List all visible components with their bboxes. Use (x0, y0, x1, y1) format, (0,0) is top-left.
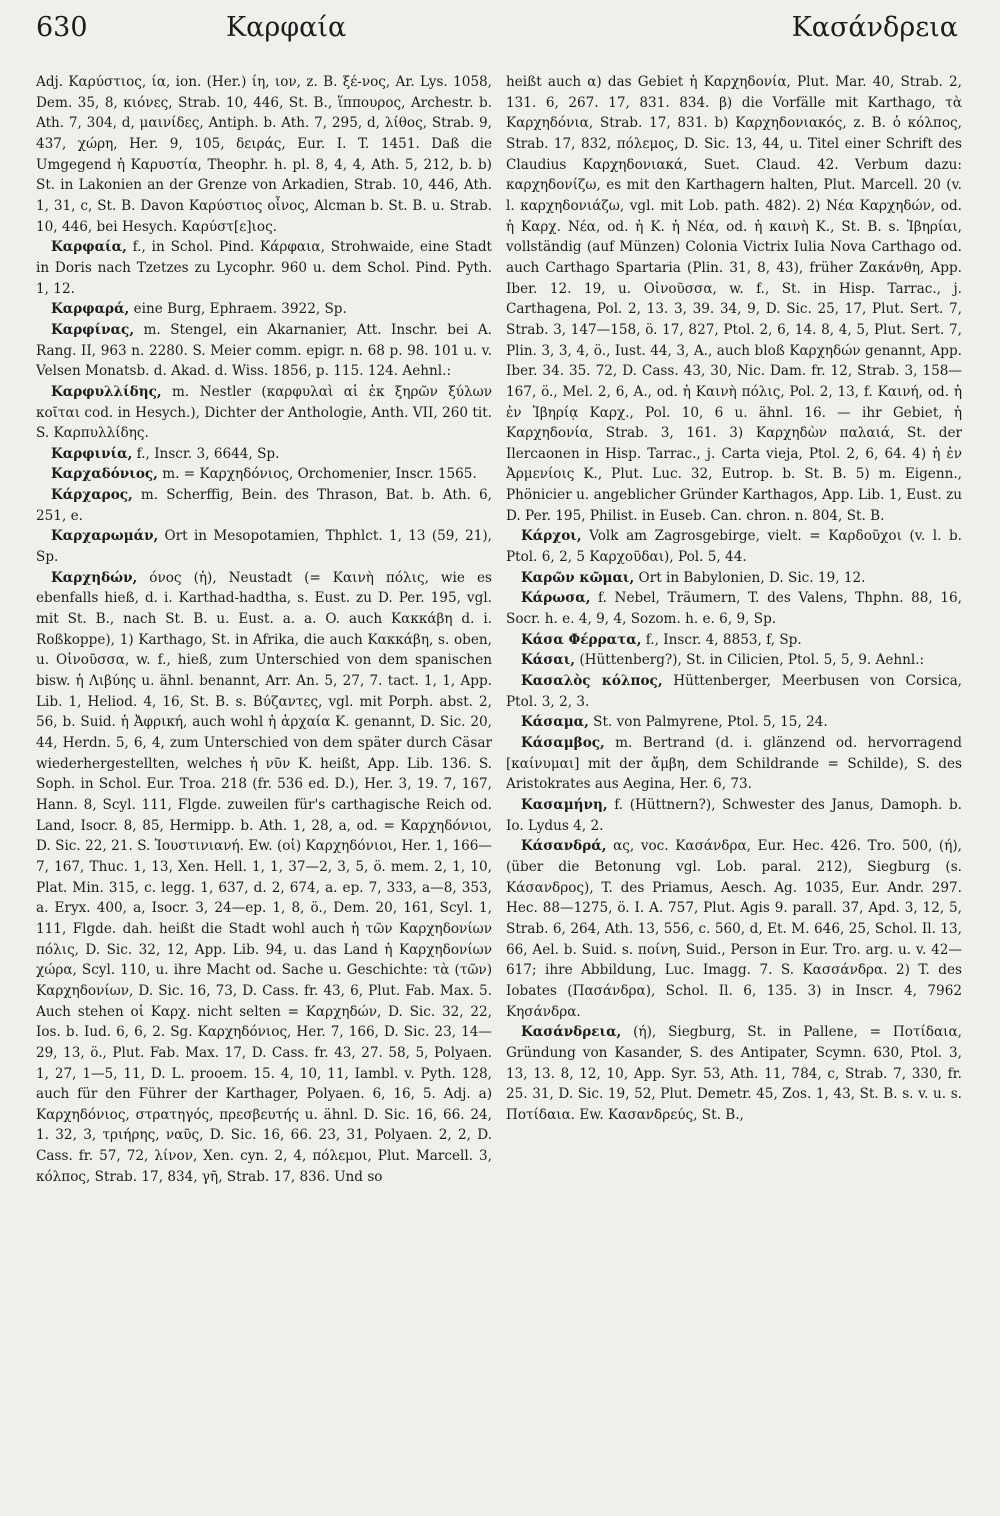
entry-headword: Καρχηδών, (50, 569, 138, 586)
entry-text: f., Inscr. 3, 6644, Sp. (132, 445, 280, 462)
dictionary-entry (36, 299, 492, 320)
entry-text: (ή), Siegburg, St. in Pallene, = Ποτίδαια, Gründung von Kasander, S. des Antipater, Scymn. 630, Ptol. 3, 13, 13. 8, 12, 10, App. Syr. 53, Ath. 11, 784, c, Strab. 7, 330, fr. 25. 31, D. Sic. 19, 52, Plut. Demetr. 45, Zos. 1, 43, St. B. s. v. u. s. Ποτίδαια. Ew. Κασανδρεύς, St. B., (506, 1024, 962, 1123)
dictionary-entry (36, 526, 492, 567)
entry-headword: Κάσαμβος, (520, 735, 605, 751)
two-column-body (36, 72, 962, 1502)
dictionary-entry (506, 733, 962, 795)
right-column (506, 72, 962, 1502)
left-column (36, 72, 492, 1502)
entry-headword: Καρφίνας, (50, 321, 135, 338)
entry-text: f. Nebel, Träumern, T. des Valens, Thphn. 88, 16, Socr. h. e. 4, 9, 4, Sozom. h. e. 6, 9, Sp. (506, 590, 962, 628)
page-header (36, 12, 962, 62)
entry-headword: Κασαμήνη, (520, 796, 608, 813)
dictionary-entry (506, 1022, 962, 1125)
entry-text: heißt auch α) das Gebiet ἡ Καρχηδονία, Plut. Mar. 40, Strab. 2, 131. 6, 267. 17, 831. 834. β) die Vorfälle mit Karthago, τὰ Καρχηδόνια, Strab. 17, 831. b) Καρχηδονιακός, z. B. ὁ κόλπος, Strab. 17, 832, πόλεμος, D. Sic. 13, 44, u. Titel einer Schrift des Claudius Καρχηδονιακά, Suet. Claud. 42. Verbum dazu: καρχηδονίζω, es mit den Karthagern halten, Plut. Marcell. 20 (v. l. καρχηδονιάζω, vgl. mit Lob. path. 482). 2) Νέα Καρχηδών, od. ἡ Καρχ. Νέα, od. ἡ Κ. ἡ Νέα, od. ἡ καινὴ Κ., St. B. s. Ἰβηρίαι, vollständig (auf Münzen) Colonia Victrix Iulia Nova Carthago od. auch Carthago Spartaria (Plin. 31, 8, 43), früher Ζακάνθη, App. Iber. 12. 19, u. Οἰνοῦσσα, w. f., St. in Hisp. Tarrac., j. Carthagena, Pol. 2, 13. 3, 39. 34, 9, D. Sic. 25, 17, Plut. Sert. 7, Strab. 3, 147—158, ö. 17, 827, Ptol. 2, 6, 14. 8, 4, 5, Plut. Sert. 7, Plin. 3, 3, 4, ö., Iust. 44, 3, A., auch bloß Καρχηδών genannt, App. Iber. 34. 35. 72, D. Cass. 43, 30, Nic. Dam. fr. 12, Strab. 3, 158—167, ö., Mel. 2, 6, A., od. ἡ Καινὴ πόλις, Pol. 2, 13, f. Καινή, od. ἡ ἐν Ἰβηρίᾳ Καρχ., Pol. 10, 6 u. ähnl. 16. — ihr Gebiet, ἡ Καρχηδονία, Strab. 3, 161. 3) Καρχηδὼν παλαιά, St. der Ilercaonen in Hisp. Tarrac., j. Carta vieja, Ptol. 2, 6, 64. 4) ἡ ἐν Ἀρμενίοις Κ., Plut. Luc. 32, Eutrop. b. St. B. 5) m. Eigenn., Phönicier u. angeblicher Gründer Karthagos, App. Lib. 1, Eust. zu D. Per. 195, Philist. in Euseb. Can. chron. n. 804, St. B. (506, 74, 962, 524)
entry-headword: Κάρωσα, (520, 590, 591, 607)
dictionary-entry (506, 712, 962, 733)
entry-text: f., Inscr. 4, 8853, f, Sp. (641, 631, 802, 648)
dictionary-entry (506, 630, 962, 651)
entry-text: St. von Palmyrene, Ptol. 5, 15, 24. (588, 714, 828, 731)
entry-text: Ort in Mesopotamien, Thphlct. 1, 13 (59, 21), Sp. (36, 528, 492, 566)
right-running-head: Κασάνδρεια (791, 12, 958, 43)
entry-headword: Κάσανδρά, (520, 838, 607, 855)
entry-headword: Καρφινία, (50, 445, 133, 462)
dictionary-entry (506, 671, 962, 712)
dictionary-entry (506, 836, 962, 1022)
dictionary-entry (506, 526, 962, 567)
dictionary-entry (36, 568, 492, 1188)
dictionary-entry (36, 320, 492, 382)
entry-text: Hüttenberger, Meerbusen von Corsica, Ptol. 3, 2, 3. (506, 673, 962, 710)
entry-text: m. Stengel, ein Akarnanier, Att. Inschr. bei A. Rang. II, 963 n. 2280. S. Meier comm. epigr. n. 68 p. 98. 101 u. v. Velsen Monatsb. d. Akad. d. Wiss. 1856, p. 115. 124. Aehnl.: (36, 321, 492, 380)
entry-headword: Κασάνδρεια, (520, 1024, 622, 1041)
dictionary-entry (36, 444, 492, 465)
entry-headword: Κάσα Φέρρατα, (520, 631, 642, 648)
dictionary-entry (506, 72, 962, 526)
entry-headword: Καρφαρά, (50, 301, 130, 318)
entry-text: m. Nestler (καρφυλαὶ αἱ ἐκ ξηρῶν ξύλων κοῖται cod. in Hesych.), Dichter der Anthologie, Anth. VII, 260 tit. S. Καρπυλλίδης. (36, 383, 492, 442)
dictionary-entry (36, 72, 492, 237)
entry-text: m. Bertrand (d. i. glänzend od. hervorragend [καίνυμαι] mit der ἄμβη, dem Schildrande = Schilde), S. des Aristokrates aus Aegina, Her. 6, 73. (506, 735, 962, 793)
entry-headword: Καρχαδόνιος, (50, 466, 158, 483)
dictionary-entry (506, 568, 962, 589)
entry-text: m. = Καρχηδόνιος, Orchomenier, Inscr. 1565. (157, 466, 477, 483)
entry-headword: Καρχαρωμάν, (50, 528, 159, 545)
entry-text: eine Burg, Ephraem. 3922, Sp. (129, 301, 347, 318)
entry-text: Volk am Zagrosgebirge, vielt. = Καρδοῦχοι (v. l. b. Ptol. 6, 2, 5 Καρχοῦδαι), Pol. 5, 44. (506, 528, 962, 566)
dictionary-entry (36, 382, 492, 444)
dictionary-entry (506, 795, 962, 836)
entry-text: όνος (ἡ), Neustadt (= Καινὴ πόλις, wie es ebenfalls hieß, d. i. Karthad-hadtha, s. Eust. zu D. Per. 195, vgl. mit St. B., nach St. B. u. Eust. a. a. O. auch Κακκάβη d. i. Roßkoppe), 1) Karthago, St. in Afrika, die auch Κακκάβη, s. oben, u. Οἰνοῦσσα, w. f., hieß, zum Unterschied von dem spanischen bisw. ἡ Λιβύης u. ähnl. benannt, Arr. An. 5, 27, 7. tact. 1, 1, App. Lib. 1, Heliod. 4, 16, St. B. s. Βύζαντες, vgl. mit Porph. abst. 2, 56, b. Suid. ἡ Ἀφρική, auch wohl ἡ ἀρχαία Κ. genannt, D. Sic. 20, 44, Herdn. 5, 6, 4, zum Unterschied von dem später durch Cäsar wiederhergestellten, welches ἡ νῦν Κ. heißt, App. Lib. 136. S. Soph. in Schol. Eur. Troa. 218 (fr. 536 ed. D.), Her. 3, 19. 7, 167, Hann. 8, Scyl. 111, Flgde. zuweilen für's carthagische Reich od. Land, Isocr. 8, 85, Hermipp. b. Ath. 1, 28, a, od. = Καρχηδόνιοι, D. Sic. 22, 21. S. Ἰουστινιανή. Ew. (οἱ) Καρχηδόνιοι, Her. 1, 166—7, 167, Thuc. 1, 13, Xen. Hell. 1, 1, 37—2, 3, 5, ö. mem. 2, 1, 10, Plat. Min. 315, c. legg. 1, 637, d. 2, 674, a. ep. 7, 333, a—8, 353, a. Eryx. 400, a, Isocr. 3, 24—ep. 1, 8, ö., Dem. 20, 161, Scyl. 1, 111, Flgde. dah. heißt die Stadt wohl auch ἡ τῶν Καρχηδονίων πόλις, D. Sic. 32, 12, App. Lib. 94, u. das Land ἡ Καρχηδονίων χώρα, Scyl. 110, u. ihre Macht od. Sache u. Geschichte: τὰ (τῶν) Καρχηδονίων, D. Sic. 16, 73, D. Cass. fr. 43, 6, Plut. Fab. Max. 5. Auch stehen οἱ Καρχ. nicht selten = Καρχηδών, D. Sic. 32, 22, Ios. b. Iud. 6, 6, 2. Sg. Καρχηδόνιος, Her. 7, 166, D. Sic. 23, 14—29, 13, ö., Plut. Fab. Max. 17, D. Cass. fr. 43, 27. 58, 5, Polyaen. 1, 27, 1—5, 11, D. L. prooem. 15. 4, 10, 11, Iambl. v. Pyth. 128, auch für den Führer der Karthager, Polyaen. 6, 16, 5. Adj. a) Καρχηδόνιος, στρατηγός, πρεσβευτής u. ähnl. D. Sic. 16, 66. 24, 1. 32, 3, τριήρης, ναῦς, D. Sic. 16, 66. 23, 31, Polyaen. 2, 2, D. Cass. fr. 57, 72, λίνον, Xen. cyn. 2, 4, πόλεμοι, Plut. Marcell. 3, κόλπος, Strab. 17, 834, γῆ, Strab. 17, 836. Und so (36, 569, 492, 1185)
dictionary-entry (506, 650, 962, 671)
entry-headword: Κασαλὸς κόλπος, (520, 673, 663, 690)
entry-text: Adj. Καρύστιος, ία, ion. (Her.) ίη, ιον, z. B. ξέ-νος, Ar. Lys. 1058, Dem. 35, 8, κιόνες, Strab. 10, 446, St. B., ἵππουρος, Archestr. b. Ath. 7, 304, d, μαινίδες, Antiph. b. Ath. 7, 295, d, λίθος, Strab. 9, 437, χώρη, Her. 9, 105, δειράς, Eur. I. T. 1451. Daß die Umgegend ἡ Καρυστία, Theophr. h. pl. 8, 4, 4, Ath. 5, 212, b. b) St. in Lakonien an der Grenze von Arkadien, Strab. 10, 446, Ath. 1, 31, c, St. B. Davon Καρύστιος οἶνος, Alcman b. St. B. u. Strab. 10, 446, bei Hesych. Καρύστ[ε]ιος. (36, 74, 492, 235)
dictionary-entry (506, 588, 962, 629)
dictionary-entry (36, 237, 492, 299)
entry-text: Ort in Babylonien, D. Sic. 19, 12. (634, 569, 866, 586)
dictionary-entry (36, 464, 492, 485)
entry-text: f., in Schol. Pind. Κάρφαια, Strohwaide, eine Stadt in Doris nach Tzetzes zu Lycophr. 960 u. dem Schol. Pind. Pyth. 1, 12. (36, 239, 492, 297)
entry-headword: Κάσαμα, (520, 714, 589, 731)
entry-headword: Κάσαι, (520, 652, 576, 669)
entry-headword: Κάρχοι, (520, 528, 582, 545)
page-number: 630 (36, 12, 88, 43)
entry-text: f. (Hüttnern?), Schwester des Janus, Damoph. b. Io. Lydus 4, 2. (506, 796, 962, 834)
entry-headword: Καρῶν κῶμαι, (520, 569, 635, 586)
entry-text: (Hüttenberg?), St. in Cilicien, Ptol. 5, 5, 9. Aehnl.: (575, 652, 925, 669)
entry-text: ας, voc. Κασάνδρα, Eur. Hec. 426. Tro. 500, (ή), (über die Betonung vgl. Lob. paral. 212), Siegburg (s. Κάσανδρος), T. des Priamus, Aesch. Ag. 1035, Eur. Andr. 297. Hec. 88—1275, ö. I. A. 757, Plut. Agis 9. parall. 37, Apd. 3, 12, 5, Strab. 6, 264, Ath. 13, 556, c. 560, d, Et. M. 646, 25, Schol. Il. 13, 66, Ael. b. Suid. s. ποίνη, Suid., Person in Eur. Tro. arg. u. v. 42—617; ihre Abbildung, Luc. Imagg. 7. S. Κασσάνδρα. 2) T. des Iobates (Πασάνδρα), Schol. Il. 6, 135. 3) in Inscr. 4, 7962 Κησάνδρα. (506, 838, 962, 1020)
entry-headword: Καρφυλλίδης, (50, 383, 162, 400)
entry-headword: Κάρχαρος, (50, 487, 133, 504)
dictionary-entry (36, 485, 492, 526)
entry-text: m. Scherffig, Bein. des Thrason, Bat. b. Ath. 6, 251, e. (36, 487, 492, 524)
left-running-head: Καρφαία (226, 12, 347, 43)
entry-headword: Καρφαία, (50, 239, 127, 256)
